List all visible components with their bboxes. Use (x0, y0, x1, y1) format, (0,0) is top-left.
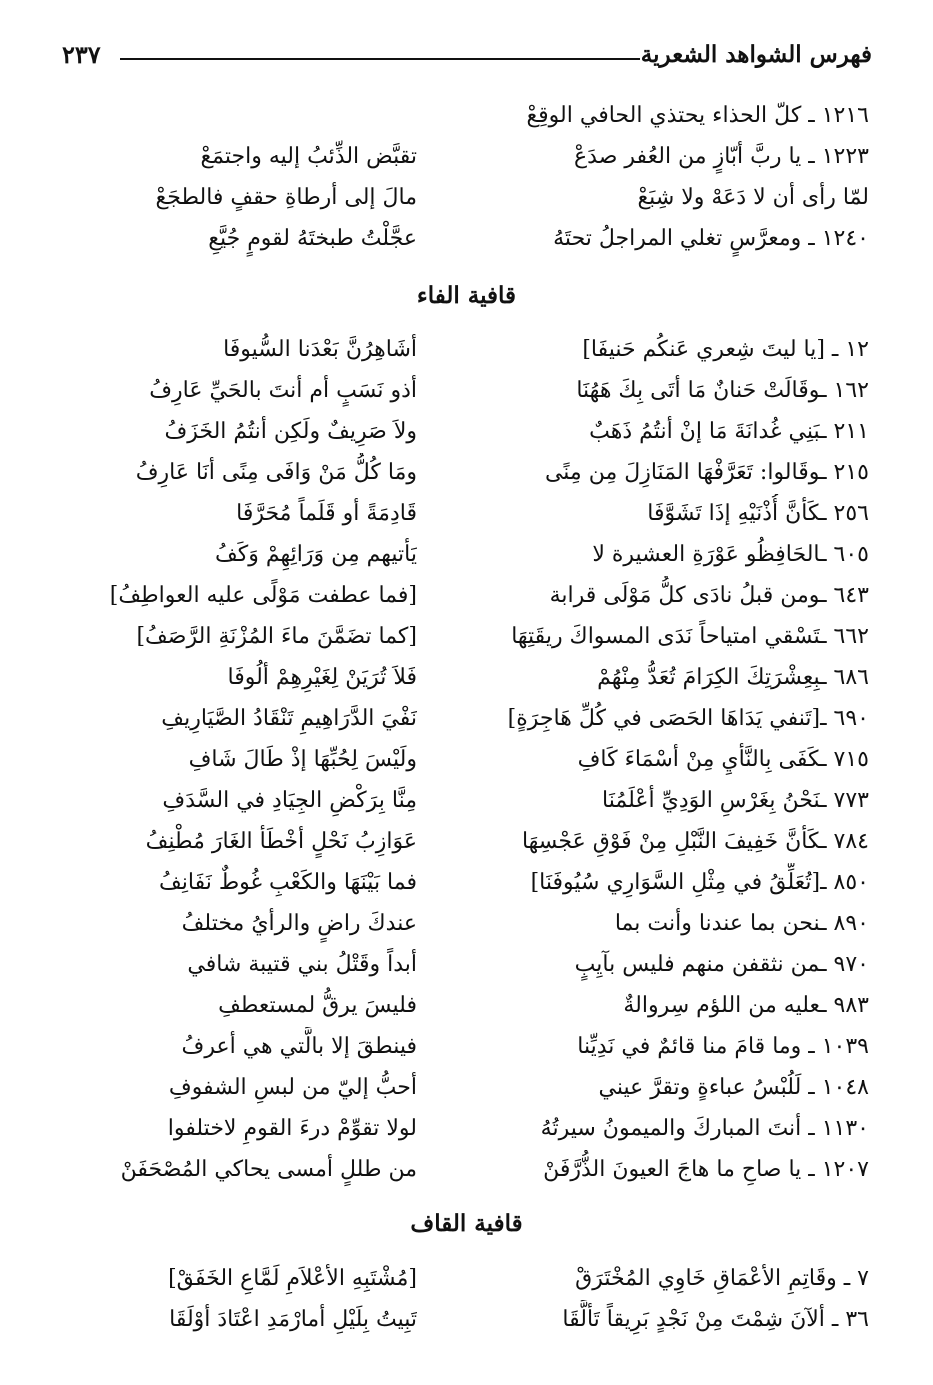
verse-second-hemistich: عَوَازِبُ نَحْلٍ أخْطَأ الغَارَ مُطْنِفُ (145, 829, 417, 854)
verse-first-hemistich: ٧١٥ ـكَفَى بِالنَّأيِ مِنْ أسْمَاءَ كَافِ (577, 747, 869, 772)
verse-first-hemistich: ١١٣٠ ـ أنتَ المباركَ والميمونُ سيرتُهُ (540, 1116, 869, 1141)
verse-second-hemistich: نَفْيَ الدَّرَاهِيمِ تَنْقَادُ الصَّيَارِيفِ (161, 706, 417, 731)
verse-second-hemistich: فما بَيْنَهَا والكَعْبِ غُوطٌ نَفَانِفُ (158, 870, 417, 895)
verse-first-hemistich: لمّا رأى أن لا دَعَهْ ولا شِبَعْ (637, 185, 869, 210)
page-header (62, 38, 872, 74)
verse-first-hemistich: ١٢١٦ ـ كلّ الحذاء يحتذي الحافي الوقِعْ (526, 103, 869, 128)
verse-second-hemistich: عندكَ راضٍ والرأيُ مختلفُ (181, 911, 417, 936)
verse-second-hemistich: ولاَ صَرِيفٌ ولَكِن أنتُمُ الخَزَفُ (164, 419, 417, 444)
verse-second-hemistich: [مُشْتَبِهِ الأعْلاَمِ لَمَّاعِ الخَفَقْ] (168, 1266, 417, 1291)
verse-first-hemistich: ٧٧٣ ـنَحْنُ بِغَرْسِ الوَدِيِّ أعْلَمُنَا (602, 788, 869, 813)
verse-first-hemistich: ٦٤٣ ـومن قبلُ نادَى كلُّ مَوْلَى قرابة (549, 583, 869, 608)
verse-first-hemistich: ١٠٣٩ ـ وما قامَ منا قائمٌ في نَدِيِّنا (577, 1034, 869, 1059)
verse-first-hemistich: ١٢٤٠ ـ ومعرَّسٍ تغلي المراجلُ تحتَهُ (553, 226, 869, 251)
verse-first-hemistich: ٢١١ ـبَنِي غُدانَةَ مَا إنْ أنتُمُ ذَهَبٌ (589, 419, 869, 444)
header-rule (120, 58, 640, 60)
verse-first-hemistich: ٧٨٤ ـكَأنَّ خَفِيفَ النَّبْلِ مِنْ فَوْقِ عَجْسِهَا (521, 829, 869, 854)
verse-first-hemistich: ٦٠٥ ـالحَافِظُو عَوْرَةِ العشيرة لا (592, 542, 869, 567)
verse-second-hemistich: فينطقَ إلا بالَّتي هي أعرفُ (181, 1034, 417, 1059)
verse-first-hemistich: ٩٧٠ ـمن نثقفن منهم فليس بآيِبٍ (574, 952, 869, 977)
verse-first-hemistich: ١٦٢ ـوقَالَتْ حَنانٌ مَا أتَى بِكَ هَهُنَا (576, 378, 869, 403)
verse-first-hemistich: ٦٩٠ ـ[تَنفي يَدَاهَا الحَصَى في كُلِّ هَاجِرَةٍ] (507, 706, 869, 731)
verse-second-hemistich: قَادِمَةً أو قَلَماً مُحَرَّفَا (236, 501, 417, 526)
verse-second-hemistich: مالَ إلى أرطاةِ حقفٍ فالطجَعْ (155, 185, 417, 210)
verse-first-hemistich: ١٢٠٧ ـ يا صاحِ ما هاجَ العيونَ الذُّرَّفَنْ (543, 1157, 869, 1182)
verse-first-hemistich: ٨٥٠ ـ[تُعَلِّقُ في مِثْلِ السَّوَارِي سُيُوفَنَا] (530, 870, 869, 895)
verse-first-hemistich: ٢١٥ ـوقَالوا: تَعَرَّفْهَا المَنَازِلَ مِن مِنًى (544, 460, 869, 485)
verse-second-hemistich: أبداً وقَتْلُ بني قتيبة شافي (187, 952, 417, 977)
verse-first-hemistich: ١٢ ـ [يا ليتَ شِعري عَنكُم حَنيفَا] (582, 337, 869, 362)
verse-second-hemistich: من طللٍ أمسى يحاكي المُصْحَفَنْ (120, 1157, 417, 1182)
verse-second-hemistich: أذو نَسَبٍ أم أنتَ بالحَيِّ عَارِفُ (149, 378, 417, 403)
verse-first-hemistich: ١٠٤٨ ـ لَلُبْسُ عباءةٍ وتقرَّ عيني (598, 1075, 869, 1100)
verse-first-hemistich: ٣٦ ـ ألآنَ شِمْتَ مِنْ نَجْدٍ بَرِيقاً تَألَّقَا (562, 1307, 869, 1332)
verse-second-hemistich: أحبُّ إليّ من لبسِ الشفوفِ (168, 1075, 417, 1100)
verse-second-hemistich: عجَّلْتُ طبختَهُ لقومٍ جُيَّعِ (208, 226, 417, 251)
verse-second-hemistich: مِنَّا بِرَكْضِ الجِيَادِ في السَّدَفِ (162, 788, 417, 813)
verse-second-hemistich: [فما عطفت مَوْلًى عليه العواطِفُ] (109, 583, 417, 608)
section-heading-fa: قافية الفاء (416, 282, 517, 309)
verse-second-hemistich: لولا تقوِّمْ درءَ القومِ لاختلفوا (167, 1116, 417, 1141)
running-head: فهرس الشواهد الشعرية (640, 41, 872, 68)
verse-first-hemistich: ٩٨٣ ـعليه من اللؤم سِروالةٌ (623, 993, 869, 1018)
verse-second-hemistich: تقبَّض الذِّئبُ إليه واجتمَعْ (200, 144, 417, 169)
verse-first-hemistich: ٦٨٦ ـبِعِشْرَتِكَ الكِرَامَ تُعَدُّ مِنْهُمْ (597, 665, 869, 690)
verse-second-hemistich: أشَاهِرُنَّ بَعْدَنا السُّيوفَا (223, 337, 417, 362)
verse-first-hemistich: ٧ ـ وقَاتِمِ الأعْمَاقِ خَاوِي المُخْتَرَقْ (575, 1266, 869, 1291)
verse-second-hemistich: [كما تضَمَّنَ ماءَ المُزْنَةِ الرَّصَفُ] (136, 624, 417, 649)
section-heading-qaf: قافية القاف (410, 1210, 523, 1237)
verse-first-hemistich: ٦٦٢ ـتَسْقي امتياحاً نَدَى المسواكَ ريقَتِهَا (511, 624, 869, 649)
verse-first-hemistich: ١٢٢٣ ـ يا ربَّ أبّازٍ من العُفر صدَعْ (574, 144, 869, 169)
verse-second-hemistich: ومَا كُلُّ مَنْ وَافَى مِنًى أنَا عَارِفُ (135, 460, 417, 485)
verse-first-hemistich: ٢٥٦ ـكَأنَّ أُذْنَيْهِ إذَا تَشَوَّفَا (647, 501, 869, 526)
verse-second-hemistich: فَلاَ تُرَيَنْ لِغَيْرِهِمْ ألُوفَا (227, 665, 417, 690)
verse-second-hemistich: يَأتيهم مِن وَرَائِهِمْ وَكَفُ (214, 542, 417, 567)
verse-second-hemistich: فليسَ يرقُّ لمستعطفِ (218, 993, 417, 1018)
page-number: ٢٣٧ (62, 40, 101, 69)
verse-second-hemistich (72, 96, 417, 136)
verse-first-hemistich: ٨٩٠ ـنحن بما عندنا وأنت بما (614, 911, 869, 936)
verse-second-hemistich: ولَيْسَ لِحُبِّهَا إذْ طَالَ شَافِ (188, 747, 417, 772)
verse-second-hemistich: تَبِيتُ بِلَيْلِ أمارْمَدِ اعْتَادَ أوْلَقَا (169, 1307, 417, 1332)
